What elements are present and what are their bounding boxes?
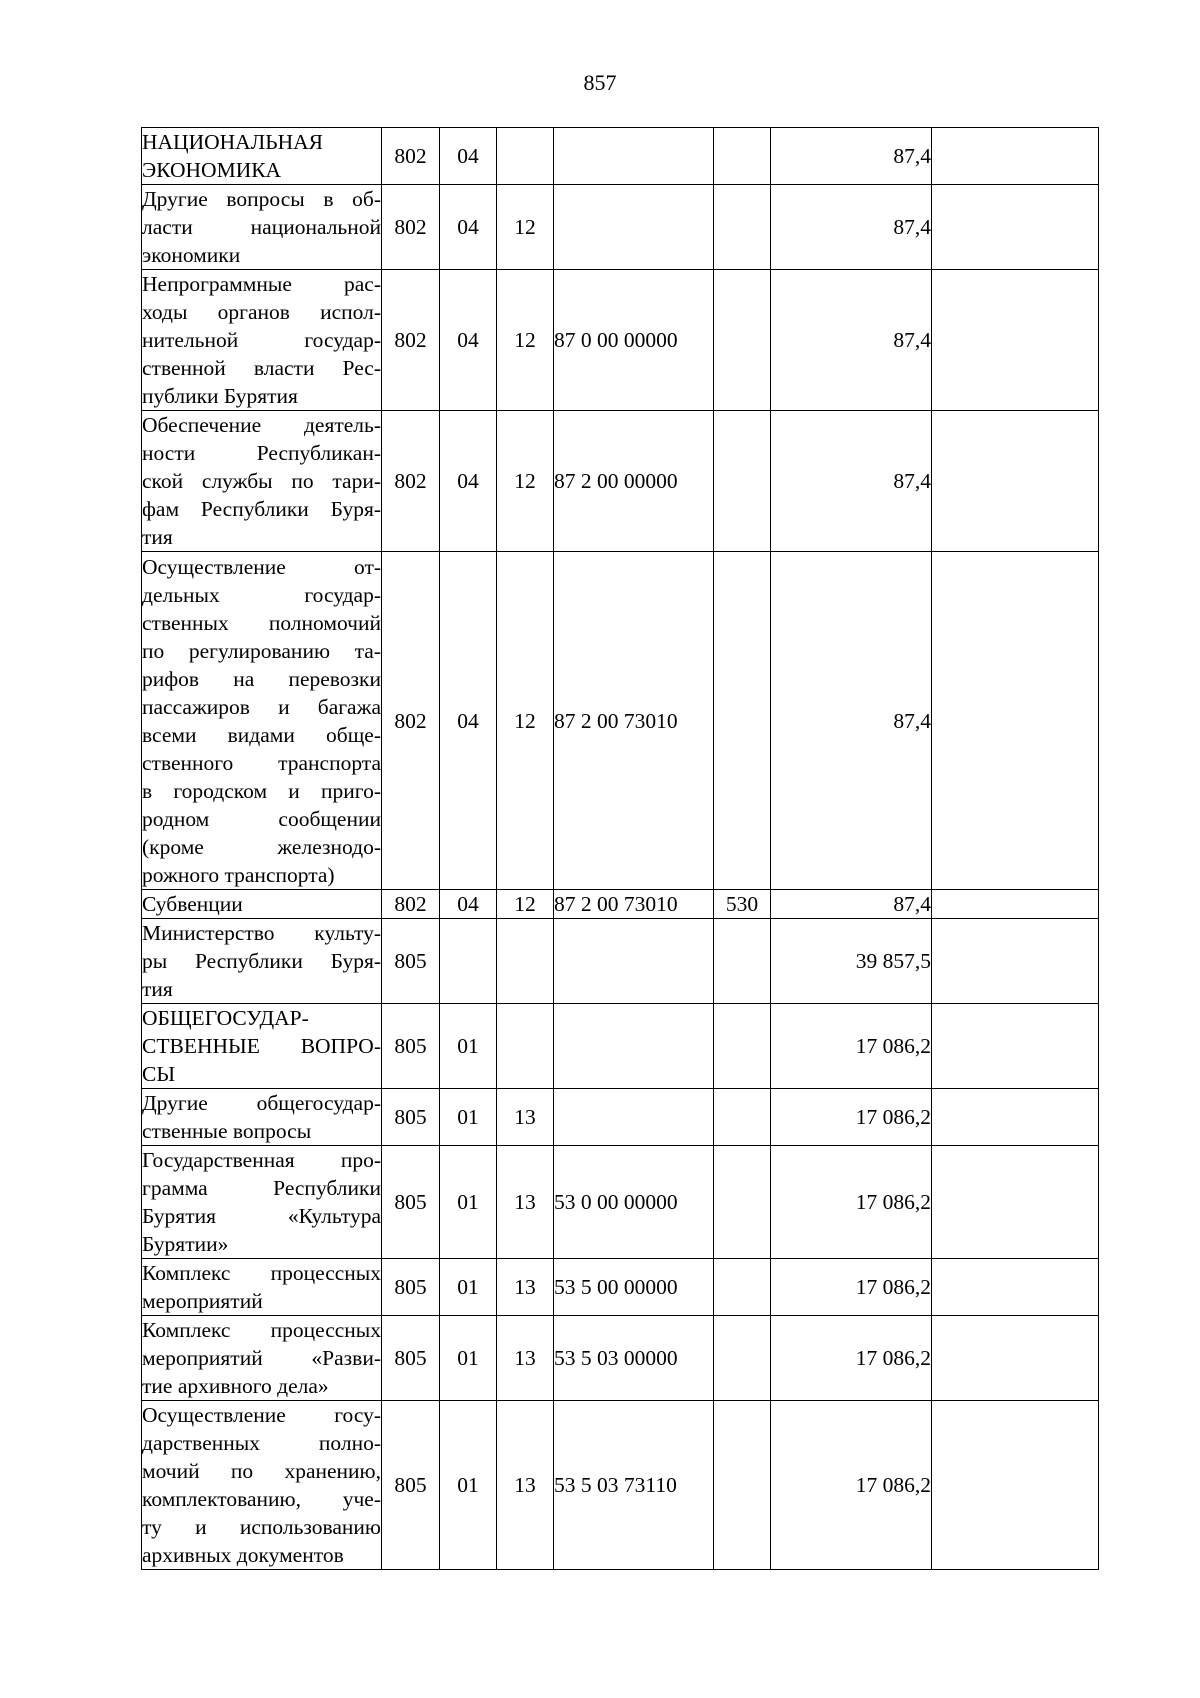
- item-name-cell: [142, 128, 382, 185]
- subsection-code-cell: 13: [497, 1146, 554, 1259]
- item-name-line: мероприятий «Разви-: [142, 1346, 381, 1370]
- target-article-cell: [554, 1004, 714, 1089]
- table-row: [142, 1401, 1099, 1570]
- subsection-code-cell: 12: [497, 185, 554, 270]
- item-name-line: НАЦИОНАЛЬНАЯ: [142, 130, 324, 154]
- item-name-cell: [142, 411, 382, 552]
- item-name-cell: [142, 1004, 382, 1089]
- extra-amount-cell: [932, 1004, 1099, 1089]
- item-name-line: Другие общегосудар-: [142, 1091, 381, 1115]
- subsection-code-cell: 12: [497, 890, 554, 919]
- item-name-line: пассажиров и багажа: [142, 694, 381, 719]
- expense-type-cell: [714, 552, 771, 890]
- item-name-line: рожного транспорта): [142, 862, 335, 887]
- amount-cell: 87,4: [771, 411, 932, 552]
- item-name-line: экономики: [142, 243, 241, 267]
- expense-type-cell: [714, 919, 771, 1004]
- target-article-cell: 87 0 00 00000: [554, 270, 714, 411]
- item-name-line: Осуществление госу-: [142, 1403, 381, 1427]
- amount-cell: 87,4: [771, 552, 932, 890]
- extra-amount-cell: [932, 1316, 1099, 1401]
- item-name-line: тия: [142, 525, 173, 549]
- target-article-cell: 53 0 00 00000: [554, 1146, 714, 1259]
- item-name-line: комплектованию, уче-: [142, 1487, 381, 1511]
- extra-amount-cell: [932, 1089, 1099, 1146]
- item-name-line: Государственная про-: [142, 1148, 381, 1172]
- item-name-line: родном сообщении: [142, 806, 381, 831]
- ministry-code-cell: 802: [382, 270, 440, 411]
- item-name-cell: [142, 1259, 382, 1316]
- amount-cell: 17 086,2: [771, 1401, 932, 1570]
- item-name-line: ственной власти Рес-: [142, 356, 381, 380]
- expense-type-cell: [714, 1316, 771, 1401]
- target-article-cell: 87 2 00 00000: [554, 411, 714, 552]
- ministry-code-cell: 802: [382, 552, 440, 890]
- ministry-code-cell: 805: [382, 919, 440, 1004]
- item-name-cell: [142, 270, 382, 411]
- item-name-cell: [142, 552, 382, 890]
- section-code-cell: 01: [440, 1401, 497, 1570]
- amount-cell: 87,4: [771, 128, 932, 185]
- item-name-line: ственные вопросы: [142, 1119, 312, 1143]
- extra-amount-cell: [932, 411, 1099, 552]
- item-name-line: ЭКОНОМИКА: [142, 158, 282, 182]
- subsection-code-cell: 12: [497, 411, 554, 552]
- item-name-line: грамма Республики: [142, 1176, 381, 1200]
- item-name-line: ОБЩЕГОСУДАР-: [142, 1006, 309, 1030]
- target-article-cell: 53 5 03 73110: [554, 1401, 714, 1570]
- section-code-cell: 01: [440, 1146, 497, 1259]
- subsection-code-cell: [497, 1004, 554, 1089]
- section-code-cell: 04: [440, 185, 497, 270]
- subsection-code-cell: 12: [497, 552, 554, 890]
- section-code-cell: 01: [440, 1004, 497, 1089]
- expense-type-cell: [714, 411, 771, 552]
- expense-type-cell: [714, 1146, 771, 1259]
- expense-type-cell: [714, 1004, 771, 1089]
- table-row: [142, 890, 1099, 919]
- table-row: [142, 128, 1099, 185]
- table-row: [142, 1259, 1099, 1316]
- table-row: [142, 1316, 1099, 1401]
- target-article-cell: 53 5 03 00000: [554, 1316, 714, 1401]
- item-name-cell: [142, 919, 382, 1004]
- table-row: [142, 1004, 1099, 1089]
- expense-type-cell: [714, 1259, 771, 1316]
- amount-cell: 87,4: [771, 270, 932, 411]
- budget-table: [141, 127, 1099, 1570]
- subsection-code-cell: 12: [497, 270, 554, 411]
- section-code-cell: 01: [440, 1089, 497, 1146]
- item-name-cell: [142, 1316, 382, 1401]
- page-number: 857: [583, 70, 617, 95]
- table-row: [142, 270, 1099, 411]
- item-name-line: тия: [142, 977, 173, 1001]
- target-article-cell: [554, 1089, 714, 1146]
- ministry-code-cell: 805: [382, 1401, 440, 1570]
- subsection-code-cell: [497, 128, 554, 185]
- table-row: [142, 185, 1099, 270]
- expense-type-cell: 530: [714, 890, 771, 919]
- expense-type-cell: [714, 270, 771, 411]
- expense-type-cell: [714, 1089, 771, 1146]
- expense-type-cell: [714, 185, 771, 270]
- item-name-line: СТВЕННЫЕ ВОПРО-: [142, 1034, 381, 1058]
- extra-amount-cell: [932, 270, 1099, 411]
- item-name-line: дельных государ-: [142, 582, 381, 607]
- amount-cell: 17 086,2: [771, 1004, 932, 1089]
- table-row: [142, 919, 1099, 1004]
- amount-cell: 87,4: [771, 890, 932, 919]
- amount-cell: 17 086,2: [771, 1146, 932, 1259]
- item-name-line: фам Республики Буря-: [142, 497, 381, 521]
- item-name-line: Непрограммные рас-: [142, 272, 381, 296]
- item-name-line: рифов на перевозки: [142, 666, 381, 691]
- ministry-code-cell: 805: [382, 1004, 440, 1089]
- target-article-cell: 87 2 00 73010: [554, 890, 714, 919]
- amount-cell: 17 086,2: [771, 1259, 932, 1316]
- target-article-cell: [554, 185, 714, 270]
- item-name-line: Субвенции: [142, 892, 243, 916]
- item-name-line: Бурятия «Культура: [142, 1204, 381, 1228]
- item-name-line: ры Республики Буря-: [142, 949, 381, 973]
- item-name-line: мочий по хранению,: [142, 1459, 381, 1483]
- item-name-cell: [142, 1146, 382, 1259]
- extra-amount-cell: [932, 128, 1099, 185]
- item-name-line: ственных полномочий: [142, 610, 381, 635]
- expense-type-cell: [714, 128, 771, 185]
- target-article-cell: [554, 919, 714, 1004]
- item-name-line: СЫ: [142, 1062, 176, 1086]
- ministry-code-cell: 802: [382, 890, 440, 919]
- section-code-cell: [440, 919, 497, 1004]
- item-name-line: ственного транспорта: [142, 750, 381, 775]
- ministry-code-cell: 802: [382, 185, 440, 270]
- expense-type-cell: [714, 1401, 771, 1570]
- section-code-cell: 04: [440, 270, 497, 411]
- item-name-line: по регулированию та-: [142, 638, 381, 663]
- extra-amount-cell: [932, 1146, 1099, 1259]
- item-name-line: ской службы по тари-: [142, 469, 381, 493]
- subsection-code-cell: [497, 919, 554, 1004]
- amount-cell: 17 086,2: [771, 1089, 932, 1146]
- item-name-line: Осуществление от-: [142, 554, 381, 579]
- item-name-line: ходы органов испол-: [142, 300, 381, 324]
- ministry-code-cell: 802: [382, 411, 440, 552]
- item-name-line: Другие вопросы в об-: [142, 187, 381, 211]
- item-name-line: архивных документов: [142, 1543, 344, 1567]
- ministry-code-cell: 802: [382, 128, 440, 185]
- item-name-line: Бурятии»: [142, 1232, 229, 1256]
- extra-amount-cell: [932, 890, 1099, 919]
- section-code-cell: 04: [440, 890, 497, 919]
- target-article-cell: 53 5 00 00000: [554, 1259, 714, 1316]
- item-name-line: (кроме железнодо-: [142, 834, 381, 859]
- item-name-cell: [142, 890, 382, 919]
- amount-cell: 17 086,2: [771, 1316, 932, 1401]
- subsection-code-cell: 13: [497, 1089, 554, 1146]
- table-row: [142, 552, 1099, 890]
- item-name-line: Комплекс процессных: [142, 1261, 381, 1285]
- ministry-code-cell: 805: [382, 1146, 440, 1259]
- target-article-cell: 87 2 00 73010: [554, 552, 714, 890]
- item-name-line: ту и использованию: [142, 1515, 381, 1539]
- section-code-cell: 04: [440, 552, 497, 890]
- item-name-line: дарственных полно-: [142, 1431, 381, 1455]
- subsection-code-cell: 13: [497, 1259, 554, 1316]
- section-code-cell: 04: [440, 411, 497, 552]
- extra-amount-cell: [932, 1401, 1099, 1570]
- item-name-line: публики Бурятия: [142, 384, 298, 408]
- extra-amount-cell: [932, 919, 1099, 1004]
- ministry-code-cell: 805: [382, 1259, 440, 1316]
- table-row: [142, 1089, 1099, 1146]
- ministry-code-cell: 805: [382, 1316, 440, 1401]
- subsection-code-cell: 13: [497, 1316, 554, 1401]
- item-name-line: нительной государ-: [142, 328, 381, 352]
- extra-amount-cell: [932, 185, 1099, 270]
- item-name-cell: [142, 1089, 382, 1146]
- table-row: [142, 1146, 1099, 1259]
- extra-amount-cell: [932, 552, 1099, 890]
- item-name-cell: [142, 1401, 382, 1570]
- extra-amount-cell: [932, 1259, 1099, 1316]
- item-name-line: Обеспечение деятель-: [142, 413, 381, 437]
- item-name-cell: [142, 185, 382, 270]
- item-name-line: ласти национальной: [142, 215, 381, 239]
- amount-cell: 39 857,5: [771, 919, 932, 1004]
- item-name-line: ности Республикан-: [142, 441, 381, 465]
- item-name-line: всеми видами обще-: [142, 722, 381, 747]
- target-article-cell: [554, 128, 714, 185]
- item-name-line: тие архивного дела»: [142, 1374, 329, 1398]
- item-name-line: Комплекс процессных: [142, 1318, 381, 1342]
- amount-cell: 87,4: [771, 185, 932, 270]
- subsection-code-cell: 13: [497, 1401, 554, 1570]
- table-row: [142, 411, 1099, 552]
- section-code-cell: 04: [440, 128, 497, 185]
- section-code-cell: 01: [440, 1259, 497, 1316]
- item-name-line: мероприятий: [142, 1289, 263, 1313]
- item-name-line: в городском и приго-: [142, 778, 381, 803]
- ministry-code-cell: 805: [382, 1089, 440, 1146]
- section-code-cell: 01: [440, 1316, 497, 1401]
- item-name-line: Министерство культу-: [142, 921, 381, 945]
